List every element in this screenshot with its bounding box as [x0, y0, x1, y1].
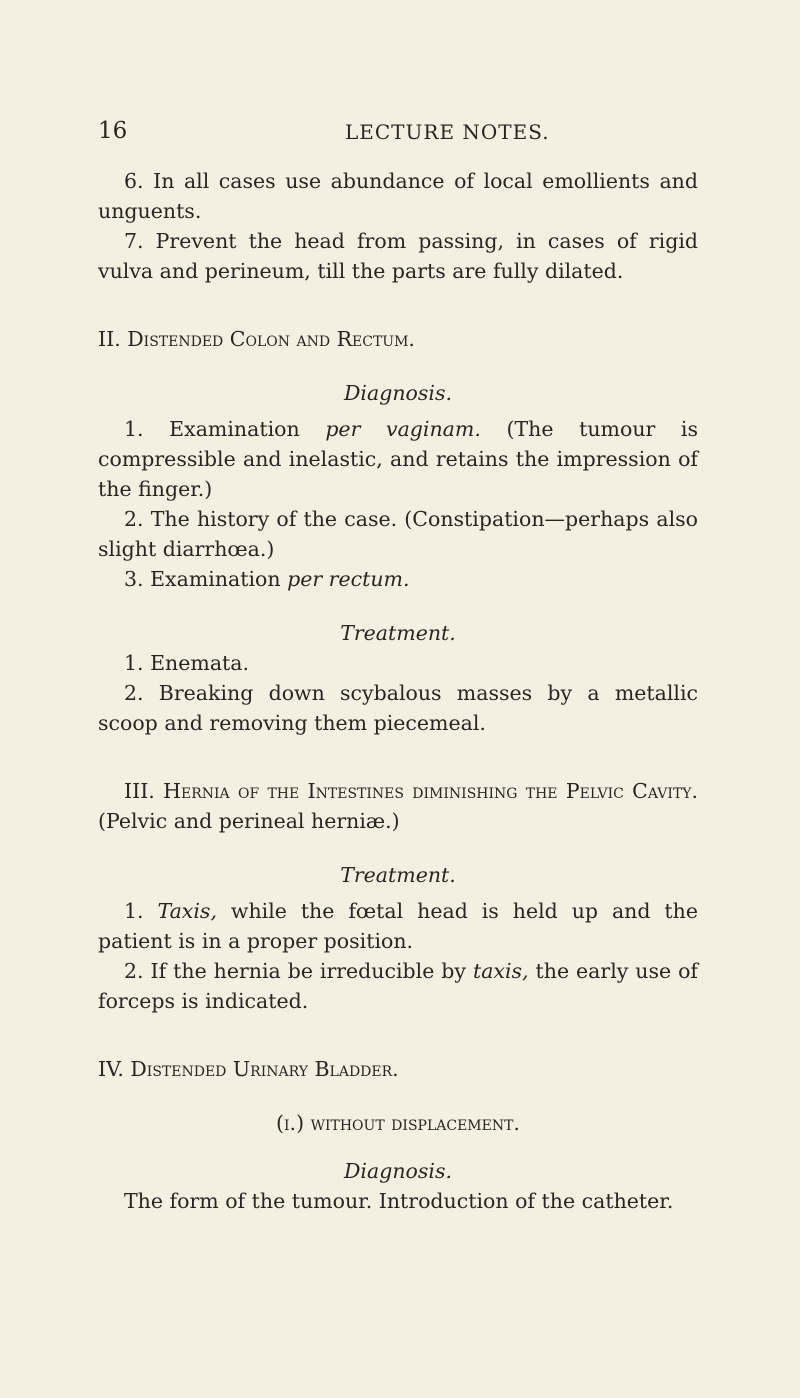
page-header	[98, 118, 698, 148]
section-2-treatment-title: Treatment.	[340, 621, 456, 645]
item-7: 7. Prevent the head from passing, in cases of rigid vulva and perineum, till the parts are fully dilated.	[98, 229, 698, 283]
running-head: LECTURE NOTES.	[345, 120, 550, 144]
diagnosis-item-3-italic: per rectum.	[287, 567, 410, 591]
section-3-item-1-italic: Taxis,	[157, 899, 217, 923]
diagnosis-item-1	[98, 414, 698, 504]
section-3-item-1	[98, 896, 698, 956]
section-3-heading	[98, 776, 698, 836]
section-3-treatment-title: Treatment.	[340, 863, 456, 887]
section-4-heading: IV. Distended Urinary Bladder.	[98, 1057, 399, 1081]
diagnosis-item-3	[98, 564, 698, 594]
treatment-item-2: 2. Breaking down scybalous masses by a metallic scoop and removing them piecemeal.	[98, 681, 698, 735]
section-4-subheading: (i.) without displacement.	[276, 1111, 520, 1135]
page-body	[98, 166, 698, 1216]
section-3-item-2	[98, 956, 698, 1016]
section-3-item-1-num: 1.	[124, 899, 158, 923]
item-6: 6. In all cases use abundance of local emollients and unguents.	[98, 169, 698, 223]
diagnosis-item-2: 2. The history of the case. (Constipation—perhaps also slight diarrhœa.)	[98, 507, 698, 561]
section-3-heading-tail: (Pelvic and perineal herniæ.)	[98, 809, 400, 833]
section-4-diagnosis-title: Diagnosis.	[344, 1159, 452, 1183]
diagnosis-item-1-a: 1. Examination	[124, 417, 326, 441]
section-3-item-2-a: 2. If the hernia be irreducible by	[124, 959, 473, 983]
page-number: 16	[98, 118, 128, 144]
section-3-item-1-rest: while the fœtal head is held up and the patient is in a proper position.	[98, 899, 698, 953]
section-3-item-2-b: the early use of forceps is indicated.	[98, 959, 698, 1013]
section-3-heading-title: III. Hernia of the Intestines diminishing the Pelvic Cavity.	[124, 779, 698, 803]
section-3-item-2-italic: taxis,	[472, 959, 529, 983]
treatment-item-1: 1. Enemata.	[124, 651, 250, 675]
section-2-diagnosis-title: Diagnosis.	[344, 381, 452, 405]
diagnosis-item-1-b: (The tumour is compressible and inelastic, and retains the impression of the finger.)	[98, 417, 699, 501]
section-4-text: The form of the tumour. Introduction of the catheter.	[124, 1189, 674, 1213]
diagnosis-item-1-italic: per vaginam.	[325, 417, 481, 441]
section-2-heading: II. Distended Colon and Rectum.	[98, 327, 415, 351]
diagnosis-item-3-a: 3. Examination	[124, 567, 288, 591]
